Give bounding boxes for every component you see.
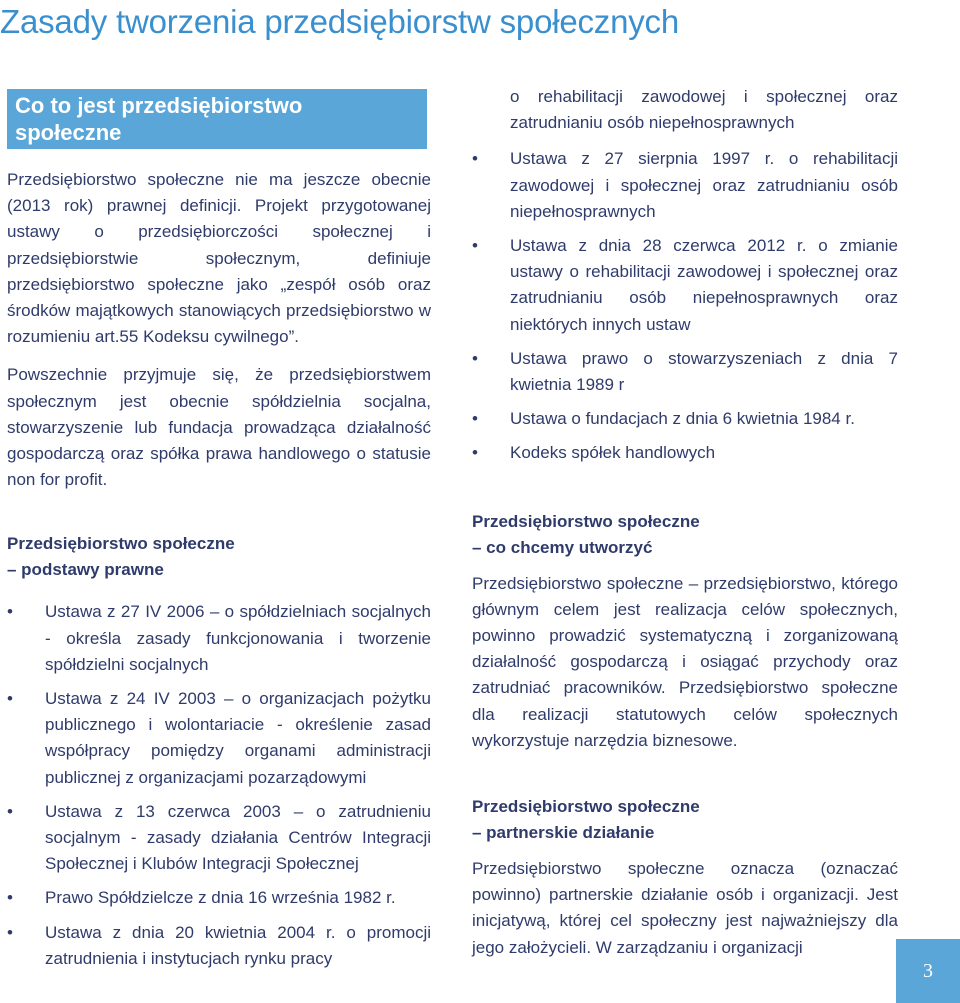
- list-item: • Ustawa z 24 IV 2003 – o organizacjach pożytku publicznego i wolontariacie - określenie zasad współpracy pomiędzy organami administracji publicznej z organizacjami pozarządowymi: [7, 686, 431, 791]
- legal-basis-list-continued: [472, 146, 898, 466]
- left-column: [7, 90, 431, 980]
- partner-paragraph: Przedsiębiorstwo społeczne oznacza (oznaczać powinno) partnerskie działanie osób i organizacji. Jest inicjatywą, której cel społeczny jest najważniejszy dla jego założycieli. W zarządzaniu i organizacji: [472, 859, 898, 957]
- page-number: 3: [896, 939, 960, 1003]
- right-column: [472, 84, 898, 961]
- goal-heading: [472, 509, 898, 561]
- goal-heading-line1: Przedsiębiorstwo społeczne: [472, 511, 700, 531]
- partner-heading: [472, 794, 898, 846]
- list-item: • Ustawa z dnia 28 czerwca 2012 r. o zmianie ustawy o rehabilitacji zawodowej i społecznej oraz zatrudnianiu osób niepełnosprawnych oraz niektórych innych ustaw: [472, 233, 898, 338]
- list-item: • Kodeks spółek handlowych: [472, 440, 898, 466]
- legal-basis-heading-line1: Przedsiębiorstwo społeczne: [7, 534, 235, 554]
- page-title: Zasady tworzenia przedsiębiorstw społecznych: [0, 3, 680, 40]
- common-forms-paragraph: Powszechnie przyjmuje się, że przedsiębiorstwem społecznym jest obecnie spółdzielnia socjalna, stowarzyszenie lub fundacja prowadząca działalność gospodarczą oraz spółka prawa handlowego o statusie non for profit.: [7, 365, 431, 490]
- box-heading-line1: Co to jest przedsiębiorstwo: [15, 93, 303, 118]
- list-item: • Ustawa o fundacjach z dnia 6 kwietnia 1984 r.: [472, 406, 898, 432]
- list-item: • Ustawa z 13 czerwca 2003 – o zatrudnieniu socjalnym - zasady działania Centrów Integracji Społecznej i Klubów Integracji Społecznej: [7, 799, 431, 878]
- list-item: • Ustawa z 27 IV 2006 – o spółdzielniach socjalnych - określa zasady funkcjonowania i tworzenie spółdzielni socjalnych: [7, 599, 431, 678]
- legal-basis-heading: [7, 531, 431, 583]
- legal-basis-heading-line2: – podstawy prawne: [7, 560, 164, 580]
- goal-heading-line2: – co chcemy utworzyć: [472, 537, 653, 557]
- list-item: • Prawo Spółdzielcze z dnia 16 września 1982 r.: [7, 885, 431, 911]
- goal-paragraph: Przedsiębiorstwo społeczne – przedsiębiorstwo, którego głównym celem jest realizacja celów społecznych, powinno prowadzić systematyczną i zorganizowaną działalność gospodarczą i osiągać przychody oraz zatrudniać pracowników. Przedsiębiorstwo społeczne dla realizacji statutowych celów społecznych wykorzystuje narzędzia biznesowe.: [472, 573, 898, 750]
- partner-heading-line1: Przedsiębiorstwo społeczne: [472, 797, 700, 817]
- box-heading-line2: społeczne: [15, 120, 122, 145]
- legal-basis-list: [7, 599, 431, 972]
- partner-heading-line2: – partnerskie działanie: [472, 823, 655, 843]
- definition-paragraph: Przedsiębiorstwo społeczne nie ma jeszcze obecnie (2013 rok) prawnej definicji. Projekt przygotowanej ustawy o przedsiębiorczości społecznej i przedsiębiorstwie społecznym, definiuje przedsiębiorstwo społeczne jako „zespół osób oraz środków majątkowych stanowiących przedsiębiorstwo w rozumieniu art.55 Kodeksu cywilnego”.: [7, 170, 431, 347]
- list-item: • Ustawa z dnia 20 kwietnia 2004 r. o promocji zatrudnienia i instytucjach rynku pracy: [7, 920, 431, 972]
- list-item: • Ustawa prawo o stowarzyszeniach z dnia 7 kwietnia 1989 r: [472, 346, 898, 398]
- list-item: • Ustawa z 27 sierpnia 1997 r. o rehabilitacji zawodowej i społecznej oraz zatrudnianiu osób niepełnosprawnych: [472, 146, 898, 225]
- continued-text: o rehabilitacji zawodowej i społecznej oraz zatrudnianiu osób niepełnosprawnych: [510, 87, 898, 133]
